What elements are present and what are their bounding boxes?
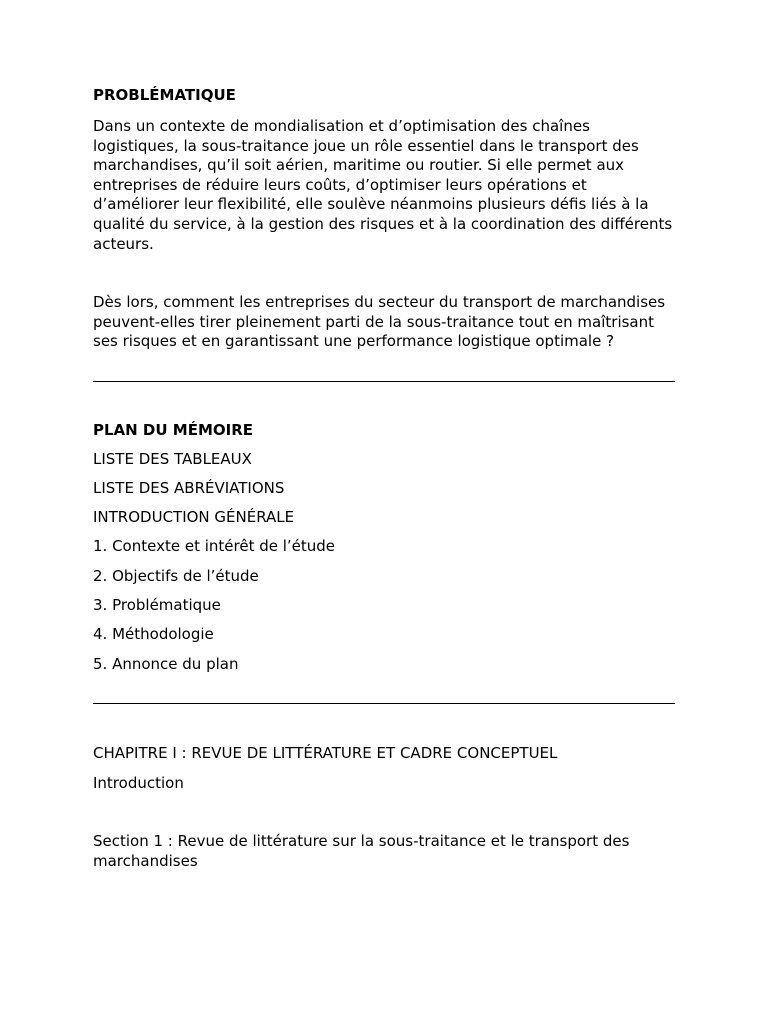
plan-item-contexte: 1. Contexte et intérêt de l’étude xyxy=(93,537,336,556)
document-page xyxy=(93,86,675,871)
plan-item-liste-tableaux: LISTE DES TABLEAUX xyxy=(93,449,252,468)
problematique-paragraph-2: Dès lors, comment les entreprises du secteur du transport de marchandises peuvent-elles tirer pleinement parti de la sous-traitance tout en maîtrisant ses risques et en garantissant une performance logistique optimale ? xyxy=(93,293,666,351)
plan-item-liste-abreviations: LISTE DES ABRÉVIATIONS xyxy=(93,478,285,497)
chapter-introduction: Introduction xyxy=(93,773,184,792)
plan-heading: PLAN DU MÉMOIRE xyxy=(93,420,254,439)
plan-item-problematique: 3. Problématique xyxy=(93,596,221,615)
chapter-title: CHAPITRE I : REVUE DE LITTÉRATURE ET CADRE CONCEPTUEL xyxy=(93,743,558,762)
chapter-section-1: Section 1 : Revue de littérature sur la sous-traitance et le transport des marchandises xyxy=(93,831,630,870)
plan-item-methodologie: 4. Méthodologie xyxy=(93,625,214,644)
problematique-paragraph-1: Dans un contexte de mondialisation et d’optimisation des chaînes logistiques, la sous-traitance joue un rôle essentiel dans le transport des marchandises, qu’il soit aérien, maritime ou routier. Si elle permet aux entreprises de réduire leurs coûts, d’optimiser leurs opérations et d’améliorer leur flexibilité, elle soulève néanmoins plusieurs défis liés à la qualité du service, à la gestion des risques et à la coordination des différents acteurs. xyxy=(93,117,673,253)
plan-item-introduction-generale: INTRODUCTION GÉNÉRALE xyxy=(93,507,295,526)
plan-item-objectifs: 2. Objectifs de l’étude xyxy=(93,566,259,585)
section-divider xyxy=(93,381,675,382)
section-divider xyxy=(93,703,675,704)
problematique-heading: PROBLÉMATIQUE xyxy=(93,86,236,104)
plan-item-annonce-plan: 5. Annonce du plan xyxy=(93,654,239,673)
